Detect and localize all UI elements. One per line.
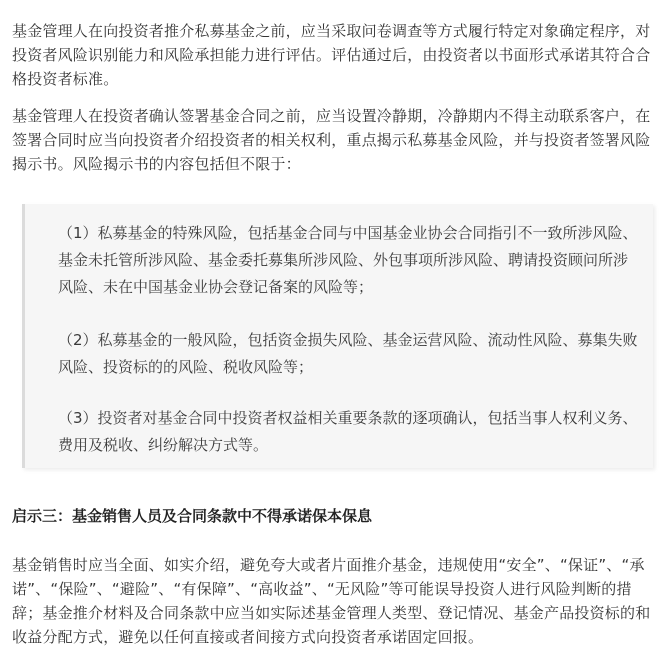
quote-item-general-risk: （2）私募基金的一般风险，包括资金损失风险、基金运营风险、流动性风险、募集失败风险、投资标的的风险、税收风险等；	[58, 331, 638, 376]
quote-item-special-risk: （1）私募基金的特殊风险，包括基金合同与中国基金业协会合同指引不一致所涉风险、基金未托管所涉风险、基金委托募集所涉风险、外包事项所涉风险、聘请投资顾问所涉风险、未在中国基金业协会登记备案的风险等；	[58, 224, 638, 296]
section-heading-insight-three: 启示三：基金销售人员及合同条款中不得承诺保本保息	[12, 507, 373, 525]
paragraph-investor-assessment: 基金管理人在向投资者推介私募基金之前，应当采取问卷调查等方式履行特定对象确定程序，对投资者风险识别能力和风险承担能力进行评估。评估通过后，由投资者以书面形式承诺其符合合格投资者标准。	[12, 22, 651, 88]
quote-item-terms-confirmation: （3）投资者对基金合同中投资者权益相关重要条款的逐项确认，包括当事人权利义务、费用及税收、纠纷解决方式等。	[58, 409, 638, 454]
paragraph-sales-conduct: 基金销售时应当全面、如实介绍，避免夸大或者片面推介基金，违规使用“安全”、“保证”、“承诺”、“保险”、“避险”、“有保障”、“高收益”、“无风险”等可能误导投资人进行风险判断的措辞；基金推介材料及合同条款中应当如实际述基金管理人类型、登记情况、基金产品投资标的和收益分配方式，避免以任何直接或者间接方式向投资者承诺固定回报。	[12, 556, 651, 646]
paragraph-cooling-period: 基金管理人在投资者确认签署基金合同之前，应当设置冷静期，冷静期内不得主动联系客户，在签署合同时应当向投资者介绍投资者的相关权利，重点揭示私募基金风险，并与投资者签署风险揭示书。风险揭示书的内容包括但不限于：	[12, 107, 651, 173]
risk-disclosure-quote-block	[22, 204, 653, 468]
